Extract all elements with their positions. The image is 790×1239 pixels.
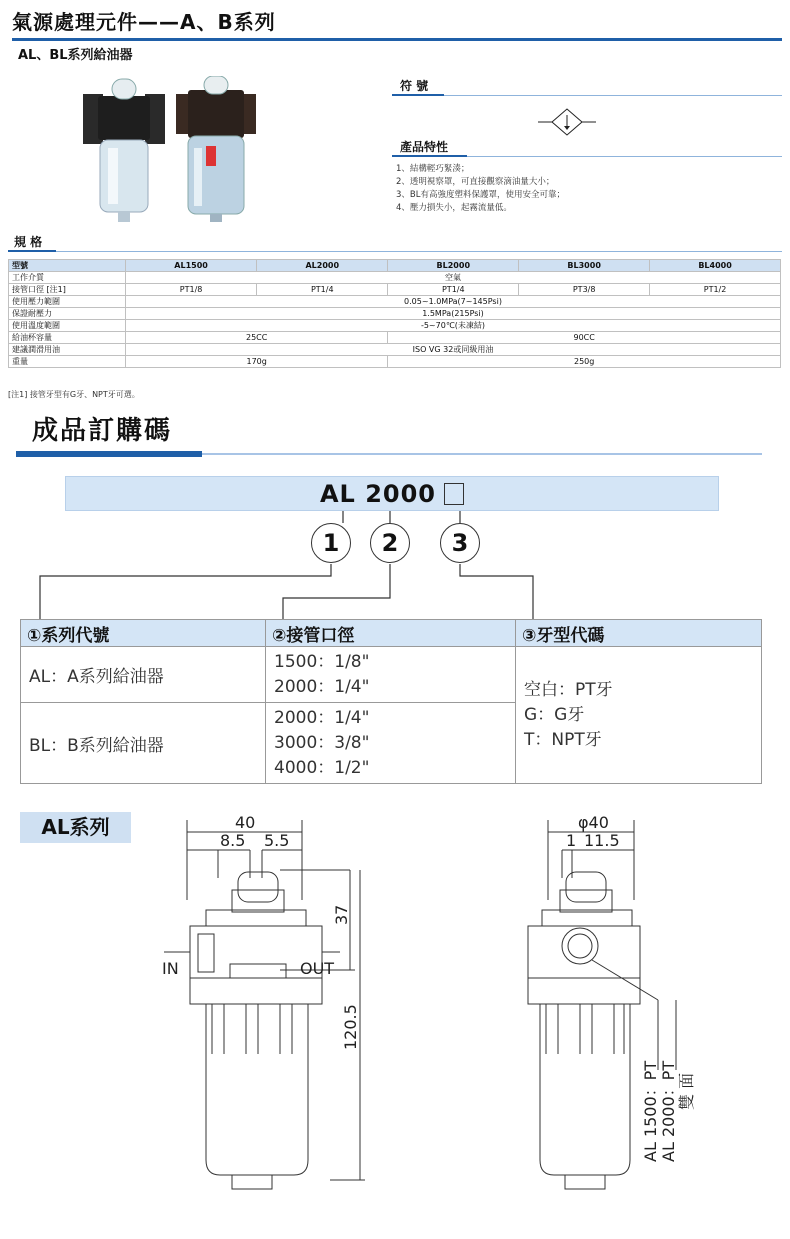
side-view-drawing [510,810,710,1200]
spec-col-al2000: AL2000 [257,260,388,272]
thread-cell [516,647,762,784]
port-cell [266,647,516,703]
table-row [21,647,762,703]
front-view-drawing [150,810,390,1200]
port-option: 1500：1/8" [274,651,370,672]
feature-item: 3、BL有高強度塑料保護罩，使用安全可靠； [396,190,565,200]
order-code-heading: 成品訂購碼 [32,416,173,446]
thread-column-header: ③牙型代碼 [516,620,762,647]
cell-value: 250g [388,356,781,368]
side-callout-1: AL 1500：PT [641,1060,660,1162]
order-step-2-circle: 2 [370,523,410,563]
row-label: 重量 [9,356,126,368]
order-step-3-circle: 3 [440,523,480,563]
side-dim-a-label: 1 [566,831,577,850]
feature-item: 1、結構輕巧緊湊； [396,164,470,174]
front-height-total-label: 120.5 [341,1004,360,1050]
port-option: 2000：1/4" [274,676,370,697]
port-column-header: ②接管口徑 [266,620,516,647]
spec-col-bl4000: BL4000 [650,260,781,272]
side-dim-b-label: 11.5 [584,831,620,850]
row-label: 給油杯容量 [9,332,126,344]
side-callout-2: AL 2000：PT [659,1060,678,1162]
cell-value: PT3/8 [519,284,650,296]
cell-value: -5~70℃(未凍結) [126,320,781,332]
cell-value: PT1/4 [388,284,519,296]
cell-value: 0.05~1.0MPa(7~145Psi) [126,296,781,308]
row-label: 使用壓力範圍 [9,296,126,308]
cell-value: PT1/8 [126,284,257,296]
front-width-label: 40 [235,813,256,832]
front-height-top-label: 37 [332,904,351,925]
cell-value: 空氣 [126,272,781,284]
feature-item: 4、壓力損失小，起霧流量低。 [396,203,512,213]
thread-option: T：NPT牙 [524,729,602,750]
row-label: 保證耐壓力 [9,308,126,320]
front-dim-b-label: 5.5 [264,831,290,850]
inlet-label: IN [162,959,179,978]
al-series-tag: AL系列 [20,812,131,843]
cell-value: PT1/2 [650,284,781,296]
spec-col-model: 型號 [9,260,126,272]
page-title: 氣源處理元件——A、B系列 [12,10,276,34]
symbol-heading: 符 號 [400,79,429,93]
cell-value: 170g [126,356,388,368]
cell-value: ISO VG 32或同級用油 [126,344,781,356]
features-heading: 產品特性 [400,140,449,154]
spec-col-al1500: AL1500 [126,260,257,272]
port-option: 2000：1/4" [274,707,370,728]
row-label: 建議潤滑用油 [9,344,126,356]
row-label: 接管口徑 [注1] [9,284,126,296]
side-diameter-label: φ40 [578,813,609,832]
series-cell: BL：B系列給油器 [21,703,266,784]
spec-col-bl3000: BL3000 [519,260,650,272]
order-table-header [21,620,762,647]
order-code-table [20,619,762,784]
outlet-label: OUT [300,959,335,978]
spec-footnote: [注1] 接管牙型有G牙、NPT牙可選。 [8,390,140,399]
order-step-1-circle: 1 [311,523,351,563]
series-column-header: ①系列代號 [21,620,266,647]
side-callout-end: 雙 面 [677,1072,696,1110]
spec-col-bl2000: BL2000 [388,260,519,272]
cell-value: 1.5MPa(215Psi) [126,308,781,320]
port-option: 3000：3/8" [274,732,370,753]
row-label: 使用溫度範圍 [9,320,126,332]
series-cell: AL：A系列給油器 [21,647,266,703]
port-option: 4000：1/2" [274,757,370,778]
cell-value: PT1/4 [257,284,388,296]
row-label: 工作介質 [9,272,126,284]
thread-option: 空白：PT牙 [524,679,613,700]
cell-value: 25CC [126,332,388,344]
port-cell [266,703,516,784]
order-code-text: AL 2000 [319,480,437,508]
page-subtitle: AL、BL系列給油器 [18,48,133,63]
cell-value: 90CC [388,332,781,344]
front-dim-a-label: 8.5 [220,831,246,850]
thread-option: G：G牙 [524,704,585,725]
feature-item: 2、透明視察罩，可直接觀察滴油量大小； [396,177,555,187]
spec-heading: 規 格 [14,235,43,249]
